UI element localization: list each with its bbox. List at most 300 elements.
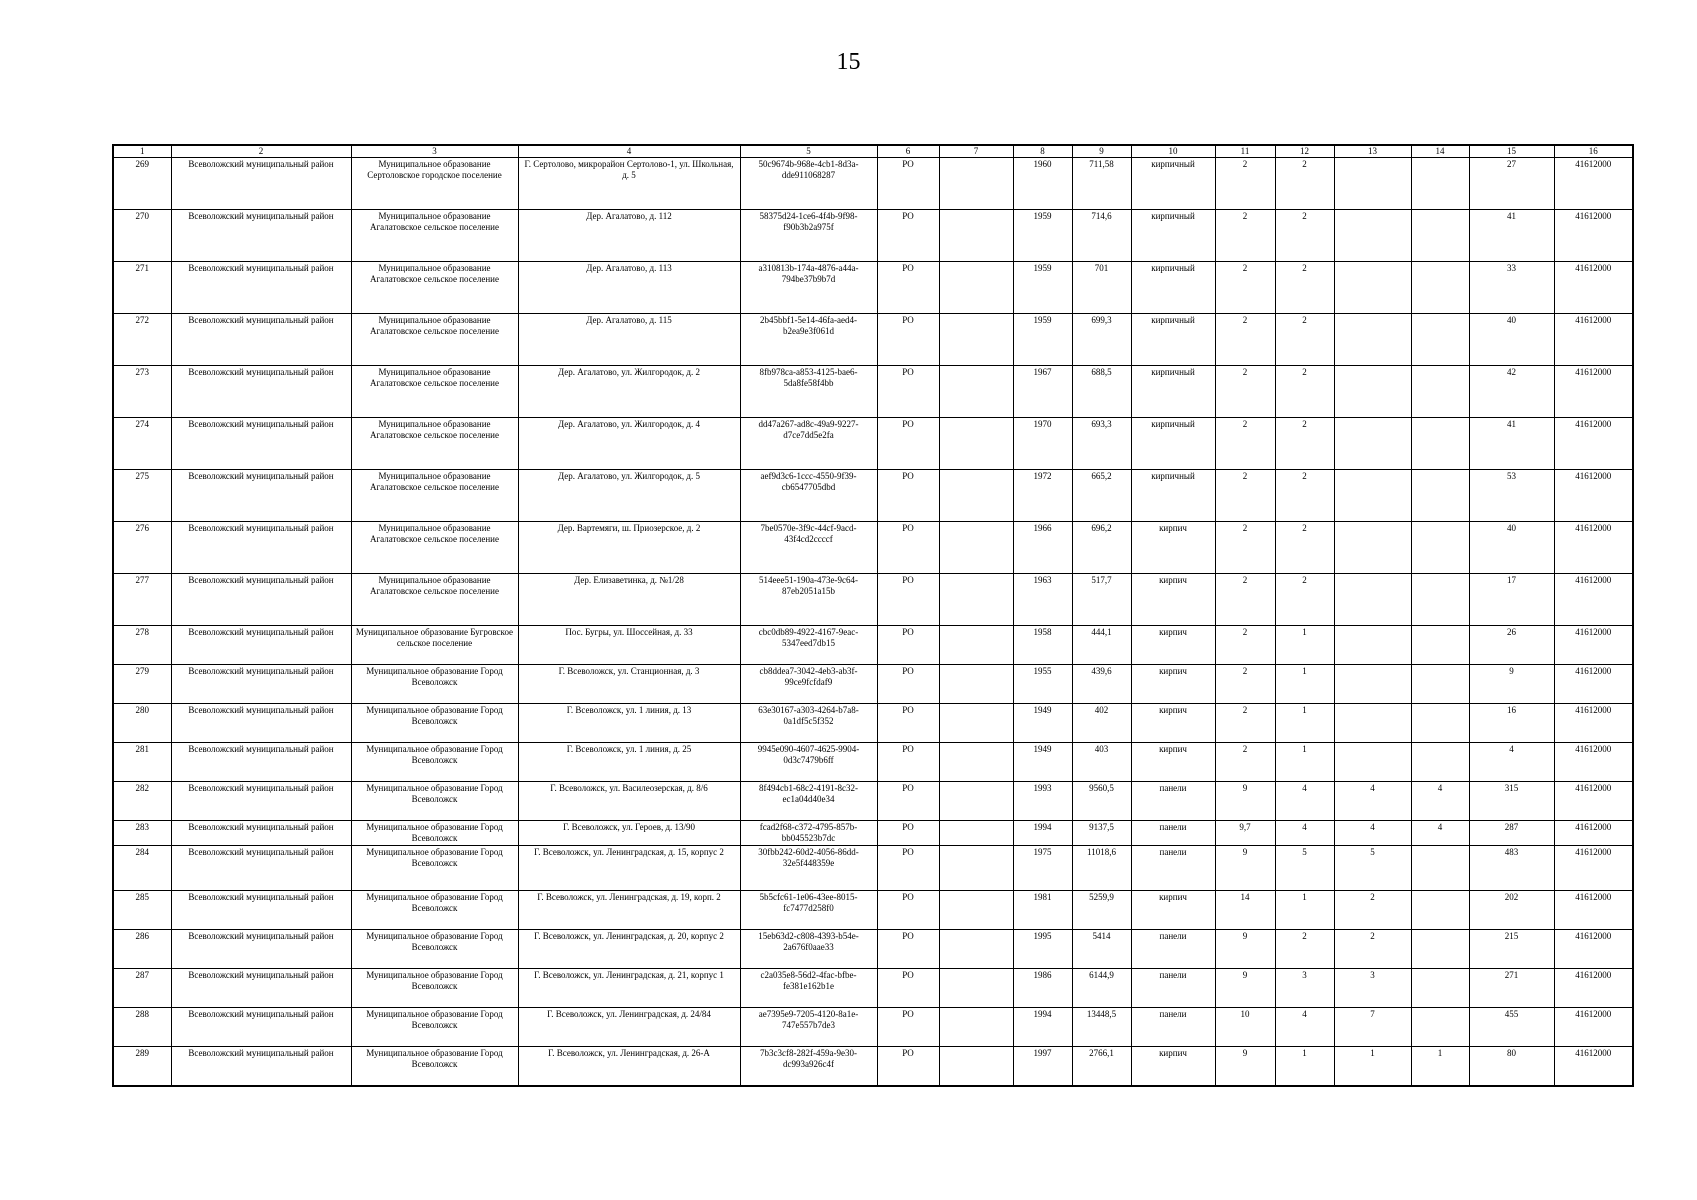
table-cell: 2 <box>1215 262 1275 314</box>
table-cell <box>1411 262 1469 314</box>
table-cell: 277 <box>113 574 171 626</box>
table-cell: 1986 <box>1013 969 1072 1008</box>
table-cell <box>1334 418 1411 470</box>
table-cell: РО <box>877 846 939 891</box>
table-cell: Дер. Елизаветинка, д. №1/28 <box>518 574 740 626</box>
table-cell: Дер. Агалатово, д. 112 <box>518 210 740 262</box>
table-row <box>113 1008 1633 1047</box>
table-cell <box>939 782 1013 821</box>
table-cell: 3 <box>1334 969 1411 1008</box>
table-cell: РО <box>877 969 939 1008</box>
table-cell: 402 <box>1072 704 1131 743</box>
table-cell: Всеволожский муниципальный район <box>171 158 351 210</box>
table-cell: Муниципальное образование Город Всеволожск <box>351 846 518 891</box>
table-cell: 1970 <box>1013 418 1072 470</box>
table-cell: 41612000 <box>1554 210 1633 262</box>
table-cell: 202 <box>1469 891 1554 930</box>
table-cell <box>939 821 1013 846</box>
column-header: 13 <box>1334 145 1411 158</box>
table-cell: Г. Всеволожск, ул. Станционная, д. 3 <box>518 665 740 704</box>
table-cell: РО <box>877 626 939 665</box>
table-cell: Муниципальное образование Агалатовское сельское поселение <box>351 522 518 574</box>
table-cell: 1959 <box>1013 210 1072 262</box>
table-cell: РО <box>877 418 939 470</box>
table-row <box>113 262 1633 314</box>
table-cell: панели <box>1131 821 1215 846</box>
table-cell: РО <box>877 574 939 626</box>
table-cell: кирпич <box>1131 574 1215 626</box>
table-cell: 2 <box>1215 574 1275 626</box>
table-cell: Всеволожский муниципальный район <box>171 1008 351 1047</box>
table-cell: 282 <box>113 782 171 821</box>
table-cell: Всеволожский муниципальный район <box>171 522 351 574</box>
table-cell: 2 <box>1215 366 1275 418</box>
table-cell: 272 <box>113 314 171 366</box>
table-cell: РО <box>877 665 939 704</box>
table-cell: 9 <box>1215 846 1275 891</box>
table-row <box>113 930 1633 969</box>
table-cell: панели <box>1131 1008 1215 1047</box>
table-cell: 1 <box>1275 743 1334 782</box>
table-cell: 41 <box>1469 210 1554 262</box>
table-cell: 41612000 <box>1554 846 1633 891</box>
table-cell: 5 <box>1334 846 1411 891</box>
table-cell: 1960 <box>1013 158 1072 210</box>
table-cell <box>939 891 1013 930</box>
table-cell: 701 <box>1072 262 1131 314</box>
table-cell: 41612000 <box>1554 470 1633 522</box>
table-cell: Г. Всеволожск, ул. Василеозерская, д. 8/6 <box>518 782 740 821</box>
table-cell: 2 <box>1275 470 1334 522</box>
table-cell: кирпич <box>1131 1047 1215 1087</box>
table-cell <box>1411 366 1469 418</box>
table-cell: fcad2f68-c372-4795-857b-bb045523b7dc <box>740 821 877 846</box>
table-cell: 14 <box>1215 891 1275 930</box>
table-cell <box>1334 665 1411 704</box>
table-cell: 439,6 <box>1072 665 1131 704</box>
table-cell <box>1411 930 1469 969</box>
table-cell: кирпичный <box>1131 366 1215 418</box>
table-cell <box>939 418 1013 470</box>
table-cell: 58375d24-1ce6-4f4b-9f98-f90b3b2a975f <box>740 210 877 262</box>
table-cell: 2 <box>1215 470 1275 522</box>
table-cell: кирпичный <box>1131 314 1215 366</box>
table-cell: 4 <box>1275 821 1334 846</box>
table-cell <box>1411 314 1469 366</box>
column-header: 9 <box>1072 145 1131 158</box>
table-row <box>113 1047 1633 1087</box>
table-cell: 4 <box>1411 782 1469 821</box>
table-cell: 5 <box>1275 846 1334 891</box>
table-cell: 665,2 <box>1072 470 1131 522</box>
table-cell: 2766,1 <box>1072 1047 1131 1087</box>
table-cell <box>1334 522 1411 574</box>
table-cell: 2 <box>1215 522 1275 574</box>
table-cell <box>1411 1008 1469 1047</box>
table-cell: Муниципальное образование Город Всеволожск <box>351 930 518 969</box>
table-cell: 42 <box>1469 366 1554 418</box>
table-cell: кирпич <box>1131 522 1215 574</box>
table-cell <box>1411 704 1469 743</box>
table-cell <box>1411 522 1469 574</box>
table-cell <box>939 969 1013 1008</box>
table-cell: 4 <box>1469 743 1554 782</box>
table-cell: Г. Всеволожск, ул. Ленинградская, д. 20, корпус 2 <box>518 930 740 969</box>
table-cell: 9 <box>1469 665 1554 704</box>
table-row <box>113 969 1633 1008</box>
table-cell: 15eb63d2-c808-4393-b54e-2a676f0aae33 <box>740 930 877 969</box>
table-cell: 9 <box>1215 969 1275 1008</box>
table-cell: 699,3 <box>1072 314 1131 366</box>
table-cell <box>1411 969 1469 1008</box>
table-cell: РО <box>877 930 939 969</box>
table-cell <box>1334 210 1411 262</box>
table-cell: 1958 <box>1013 626 1072 665</box>
table-cell: 283 <box>113 821 171 846</box>
table-cell: 275 <box>113 470 171 522</box>
table-cell: 2 <box>1275 158 1334 210</box>
table-cell: 1967 <box>1013 366 1072 418</box>
table-cell: 2 <box>1215 743 1275 782</box>
table-cell: 41612000 <box>1554 743 1633 782</box>
column-header: 10 <box>1131 145 1215 158</box>
column-header: 12 <box>1275 145 1334 158</box>
table-cell: 287 <box>1469 821 1554 846</box>
table-cell: Всеволожский муниципальный район <box>171 665 351 704</box>
table-cell <box>1334 158 1411 210</box>
table-cell: 8fb978ca-a853-4125-bae6-5da8fe58f4bb <box>740 366 877 418</box>
table-cell: 714,6 <box>1072 210 1131 262</box>
table-cell: 1975 <box>1013 846 1072 891</box>
table-cell <box>1411 891 1469 930</box>
table-cell: Всеволожский муниципальный район <box>171 821 351 846</box>
table-cell: Муниципальное образование Город Всеволожск <box>351 743 518 782</box>
table-cell: 1972 <box>1013 470 1072 522</box>
table-cell: 5b5cfc61-1e06-43ee-8015-fc7477d258f0 <box>740 891 877 930</box>
table-cell: 41612000 <box>1554 418 1633 470</box>
table-body <box>113 158 1633 1087</box>
table-cell: 1 <box>1334 1047 1411 1087</box>
table-cell: РО <box>877 210 939 262</box>
table-cell: 1 <box>1275 665 1334 704</box>
housing-registry-table <box>112 144 1634 1087</box>
table-cell: 2 <box>1215 418 1275 470</box>
table-cell: Дер. Агалатово, ул. Жилгородок, д. 4 <box>518 418 740 470</box>
table-row <box>113 665 1633 704</box>
table-cell: кирпичный <box>1131 470 1215 522</box>
table-cell: Муниципальное образование Бугровское сельское поселение <box>351 626 518 665</box>
table-cell: 284 <box>113 846 171 891</box>
table-cell: 2 <box>1275 930 1334 969</box>
table-cell: Всеволожский муниципальный район <box>171 210 351 262</box>
table-cell: кирпичный <box>1131 418 1215 470</box>
table-cell: 280 <box>113 704 171 743</box>
table-cell: 41612000 <box>1554 969 1633 1008</box>
table-cell: РО <box>877 704 939 743</box>
table-cell: кирпичный <box>1131 210 1215 262</box>
table-cell: 9,7 <box>1215 821 1275 846</box>
table-cell: кирпич <box>1131 665 1215 704</box>
table-cell <box>1334 743 1411 782</box>
table-cell: панели <box>1131 969 1215 1008</box>
column-number-row <box>113 145 1633 158</box>
table-cell <box>1411 626 1469 665</box>
table-cell: 13448,5 <box>1072 1008 1131 1047</box>
table-cell: 40 <box>1469 522 1554 574</box>
table-cell: 2 <box>1275 522 1334 574</box>
table-cell: 53 <box>1469 470 1554 522</box>
table-cell: 1995 <box>1013 930 1072 969</box>
table-cell: 40 <box>1469 314 1554 366</box>
table-cell: 2 <box>1275 314 1334 366</box>
table-cell <box>1411 418 1469 470</box>
table-cell: 2 <box>1215 665 1275 704</box>
column-header: 16 <box>1554 145 1633 158</box>
table-cell: РО <box>877 262 939 314</box>
table-cell <box>1411 470 1469 522</box>
table-cell: 1 <box>1275 626 1334 665</box>
column-header: 1 <box>113 145 171 158</box>
table-row <box>113 846 1633 891</box>
table-cell: 274 <box>113 418 171 470</box>
table-cell <box>1334 366 1411 418</box>
table-cell: 41612000 <box>1554 366 1633 418</box>
table-row <box>113 366 1633 418</box>
table-cell: 514eee51-190a-473e-9c64-87eb2051a15b <box>740 574 877 626</box>
table-cell: 41612000 <box>1554 891 1633 930</box>
table-cell: Всеволожский муниципальный район <box>171 418 351 470</box>
table-cell: Всеволожский муниципальный район <box>171 574 351 626</box>
table-cell: РО <box>877 366 939 418</box>
table-cell: 27 <box>1469 158 1554 210</box>
table-cell: 2 <box>1215 704 1275 743</box>
table-cell: Всеволожский муниципальный район <box>171 470 351 522</box>
table-cell: 1994 <box>1013 821 1072 846</box>
table-cell <box>939 366 1013 418</box>
table-cell: 1949 <box>1013 743 1072 782</box>
table-cell: Г. Всеволожск, ул. Героев, д. 13/90 <box>518 821 740 846</box>
table-cell: Муниципальное образование Агалатовское сельское поселение <box>351 314 518 366</box>
table-cell: Дер. Вартемяги, ш. Приозерское, д. 2 <box>518 522 740 574</box>
table-cell <box>1334 262 1411 314</box>
table-cell: 41612000 <box>1554 574 1633 626</box>
table-cell: Всеволожский муниципальный район <box>171 314 351 366</box>
table-cell: РО <box>877 470 939 522</box>
table-cell: Муниципальное образование Город Всеволожск <box>351 1047 518 1087</box>
table-cell <box>939 314 1013 366</box>
table-cell: ae7395e9-7205-4120-8a1e-747e557b7de3 <box>740 1008 877 1047</box>
table-cell: Г. Сертолово, микрорайон Сертолово-1, ул. Школьная, д. 5 <box>518 158 740 210</box>
column-header: 4 <box>518 145 740 158</box>
table-cell <box>939 1008 1013 1047</box>
table-cell: 444,1 <box>1072 626 1131 665</box>
table-cell: РО <box>877 891 939 930</box>
table-cell: 1966 <box>1013 522 1072 574</box>
table-cell: dd47a267-ad8c-49a9-9227-d7ce7dd5e2fa <box>740 418 877 470</box>
table-cell: Муниципальное образование Город Всеволожск <box>351 782 518 821</box>
table-cell: Г. Всеволожск, ул. Ленинградская, д. 19, корп. 2 <box>518 891 740 930</box>
table-cell: 483 <box>1469 846 1554 891</box>
table-cell: 4 <box>1334 782 1411 821</box>
table-cell: РО <box>877 314 939 366</box>
table-cell: 41612000 <box>1554 930 1633 969</box>
table-cell: 9137,5 <box>1072 821 1131 846</box>
table-cell: 4 <box>1334 821 1411 846</box>
table-cell: Всеволожский муниципальный район <box>171 846 351 891</box>
table-cell: 2 <box>1275 574 1334 626</box>
table-cell: 41612000 <box>1554 704 1633 743</box>
table-cell: 80 <box>1469 1047 1554 1087</box>
table-cell: 5414 <box>1072 930 1131 969</box>
table-cell: Муниципальное образование Агалатовское сельское поселение <box>351 418 518 470</box>
table-cell: 1997 <box>1013 1047 1072 1087</box>
table-cell: Муниципальное образование Город Всеволожск <box>351 891 518 930</box>
table-cell <box>1411 665 1469 704</box>
table-cell: РО <box>877 821 939 846</box>
table-row <box>113 704 1633 743</box>
table-cell: 1 <box>1411 1047 1469 1087</box>
table-cell: Дер. Агалатово, д. 113 <box>518 262 740 314</box>
table-cell: a310813b-174a-4876-a44a-794be37b9b7d <box>740 262 877 314</box>
table-cell: 1 <box>1275 891 1334 930</box>
table-cell: Всеволожский муниципальный район <box>171 262 351 314</box>
column-header: 8 <box>1013 145 1072 158</box>
table-cell: РО <box>877 1047 939 1087</box>
table-cell: 271 <box>113 262 171 314</box>
table-cell: РО <box>877 1008 939 1047</box>
table-cell <box>1334 626 1411 665</box>
table-cell: Муниципальное образование Город Всеволожск <box>351 665 518 704</box>
table-cell: 3 <box>1275 969 1334 1008</box>
table-cell: 17 <box>1469 574 1554 626</box>
table-cell: Муниципальное образование Сертоловское городское поселение <box>351 158 518 210</box>
table-cell: 4 <box>1275 782 1334 821</box>
table-cell: 270 <box>113 210 171 262</box>
table-cell: Г. Всеволожск, ул. Ленинградская, д. 26-А <box>518 1047 740 1087</box>
table-cell: 1955 <box>1013 665 1072 704</box>
table-cell: 6144,9 <box>1072 969 1131 1008</box>
table-cell: 41612000 <box>1554 626 1633 665</box>
table-cell: Г. Всеволожск, ул. Ленинградская, д. 21, корпус 1 <box>518 969 740 1008</box>
table-cell: 63e30167-a303-4264-b7a8-0a1df5c5f352 <box>740 704 877 743</box>
table-cell: 8f494cb1-68c2-4191-8c32-ec1a04d40e34 <box>740 782 877 821</box>
table-cell: 287 <box>113 969 171 1008</box>
table-cell: кирпичный <box>1131 158 1215 210</box>
table-cell: cb8ddea7-3042-4eb3-ab3f-99ce9fcfdaf9 <box>740 665 877 704</box>
table-cell <box>939 930 1013 969</box>
table-row <box>113 743 1633 782</box>
table-row <box>113 891 1633 930</box>
table-cell <box>1334 704 1411 743</box>
table-cell: 7b3c3cf8-282f-459a-9e30-dc993a926c4f <box>740 1047 877 1087</box>
table-cell: Всеволожский муниципальный район <box>171 626 351 665</box>
column-header: 7 <box>939 145 1013 158</box>
table-cell: 26 <box>1469 626 1554 665</box>
table-cell <box>1411 574 1469 626</box>
table-cell: 41612000 <box>1554 1047 1633 1087</box>
table-cell: 9 <box>1215 930 1275 969</box>
table-cell: 688,5 <box>1072 366 1131 418</box>
table-cell: 2 <box>1215 626 1275 665</box>
table-cell: 276 <box>113 522 171 574</box>
table-cell <box>939 262 1013 314</box>
table-cell: 273 <box>113 366 171 418</box>
table-cell: aef9d3c6-1ccc-4550-9f39-cb6547705dbd <box>740 470 877 522</box>
table-cell: 315 <box>1469 782 1554 821</box>
table-cell: 271 <box>1469 969 1554 1008</box>
table-cell: 9 <box>1215 1047 1275 1087</box>
table-cell <box>1334 470 1411 522</box>
table-cell: 11018,6 <box>1072 846 1131 891</box>
table-cell: панели <box>1131 846 1215 891</box>
table-cell: 9945e090-4607-4625-9904-0d3c7479b6ff <box>740 743 877 782</box>
table-cell: 286 <box>113 930 171 969</box>
table-cell <box>1411 158 1469 210</box>
table-cell <box>939 1047 1013 1087</box>
table-cell: 41612000 <box>1554 522 1633 574</box>
table-cell: 41612000 <box>1554 262 1633 314</box>
table-row <box>113 574 1633 626</box>
table-row <box>113 314 1633 366</box>
table-cell: кирпичный <box>1131 262 1215 314</box>
table-cell: Муниципальное образование Город Всеволожск <box>351 1008 518 1047</box>
table-cell: 2 <box>1215 314 1275 366</box>
table-cell <box>939 522 1013 574</box>
table-row <box>113 782 1633 821</box>
table-cell: 7 <box>1334 1008 1411 1047</box>
table-row <box>113 470 1633 522</box>
table-cell: 2 <box>1275 262 1334 314</box>
table-cell <box>939 470 1013 522</box>
table-cell: Г. Всеволожск, ул. Ленинградская, д. 24/84 <box>518 1008 740 1047</box>
table-cell: РО <box>877 743 939 782</box>
table-cell: 1963 <box>1013 574 1072 626</box>
table-cell: 1 <box>1275 704 1334 743</box>
table-cell: Дер. Агалатово, ул. Жилгородок, д. 2 <box>518 366 740 418</box>
table-cell: Всеволожский муниципальный район <box>171 1047 351 1087</box>
table-row <box>113 522 1633 574</box>
table-row <box>113 210 1633 262</box>
table-cell: панели <box>1131 782 1215 821</box>
table-cell <box>939 574 1013 626</box>
table-cell: 696,2 <box>1072 522 1131 574</box>
table-cell <box>1334 314 1411 366</box>
table-cell: 10 <box>1215 1008 1275 1047</box>
table-cell: 2 <box>1215 158 1275 210</box>
table-cell: 278 <box>113 626 171 665</box>
table-cell: Муниципальное образование Агалатовское сельское поселение <box>351 470 518 522</box>
table-cell: 279 <box>113 665 171 704</box>
table-cell: 2 <box>1215 210 1275 262</box>
table-cell: 2 <box>1275 210 1334 262</box>
table-cell: 4 <box>1411 821 1469 846</box>
column-header: 5 <box>740 145 877 158</box>
column-header: 15 <box>1469 145 1554 158</box>
table-cell: 289 <box>113 1047 171 1087</box>
table-cell: 50c9674b-968e-4cb1-8d3a-dde911068287 <box>740 158 877 210</box>
table-cell: 455 <box>1469 1008 1554 1047</box>
table-cell <box>1411 743 1469 782</box>
table-cell <box>939 210 1013 262</box>
table-cell <box>1411 846 1469 891</box>
table-cell: 2 <box>1275 366 1334 418</box>
table-cell: 1994 <box>1013 1008 1072 1047</box>
table-cell: 1959 <box>1013 262 1072 314</box>
table-cell: Г. Всеволожск, ул. 1 линия, д. 13 <box>518 704 740 743</box>
table-cell <box>1334 574 1411 626</box>
table-cell <box>939 704 1013 743</box>
table-cell: c2a035e8-56d2-4fac-bfbe-fe381e162b1e <box>740 969 877 1008</box>
